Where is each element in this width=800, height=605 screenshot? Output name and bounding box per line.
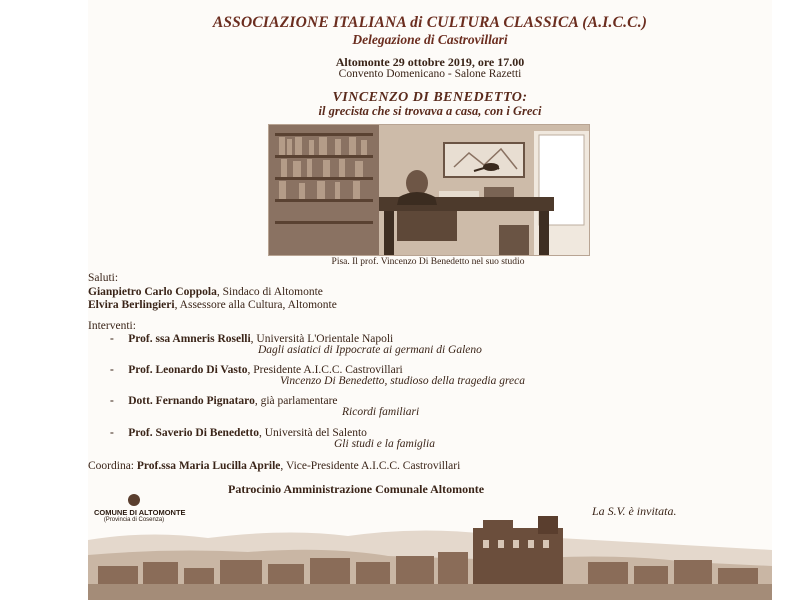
study-photo: [268, 124, 590, 256]
delegation-subtitle: Delegazione di Castrovillari: [352, 32, 508, 47]
talk-bullet: -: [110, 364, 114, 376]
event-venue: Convento Domenicano - Salone Razetti: [338, 68, 522, 80]
saluti-name: Elvira Berlingieri: [88, 299, 175, 311]
talk-bullet: -: [110, 395, 114, 407]
saluti-person-2: [88, 299, 337, 311]
association-title: ASSOCIAZIONE ITALIANA di CULTURA CLASSICA (A.I.C.C.): [212, 14, 648, 31]
talk-speaker: Prof. ssa Amneris Roselli: [128, 333, 251, 345]
event-title: VINCENZO DI BENEDETTO:: [332, 90, 528, 105]
talk-affiliation: , Università L'Orientale Napoli: [250, 333, 394, 345]
invitation-note: La S.V. è invitata.: [592, 504, 677, 518]
saluti-role: , Sindaco di Altomonte: [216, 286, 323, 298]
talk-speaker: Dott. Fernando Pignataro: [128, 395, 255, 407]
saluti-role: , Assessore alla Cultura, Altomonte: [174, 299, 337, 311]
talk-topic-3: Ricordi familiari: [342, 406, 420, 418]
talk-speaker: Prof. Saverio Di Benedetto: [128, 427, 259, 439]
saluti-name: Gianpietro Carlo Coppola: [88, 286, 217, 298]
talk-affiliation: , già parlamentare: [254, 395, 338, 407]
talk-speaker: Prof. Leonardo Di Vasto: [128, 364, 248, 376]
photo-caption: Pisa. Il prof. Vincenzo Di Benedetto nel suo studio: [331, 257, 525, 267]
coordina-line: [88, 460, 460, 472]
comune-emblem: [94, 494, 186, 523]
comune-crest-icon: [128, 494, 140, 506]
talk-topic-1: Dagli asiatici di Ippocrate ai germani di Galeno: [258, 344, 482, 356]
saluti-label: Saluti:: [88, 272, 119, 284]
talk-topic-4: Gli studi e la famiglia: [334, 438, 435, 450]
comune-province: (Provincia di Cosenza): [103, 517, 165, 523]
interventi-label: Interventi:: [88, 320, 136, 332]
talk-bullet: -: [110, 333, 114, 345]
talk-bullet: -: [110, 427, 114, 439]
event-subtitle: il grecista che si trovava a casa, con i Greci: [318, 104, 542, 118]
talk-affiliation: , Università del Salento: [258, 427, 367, 439]
saluti-person-1: [88, 286, 323, 298]
coordina-name: Prof.ssa Maria Lucilla Aprile: [136, 460, 281, 472]
coordina-label: Coordina:: [88, 460, 137, 472]
patrocinio: Patrocinio Amministrazione Comunale Altomonte: [228, 482, 485, 496]
invitation-page: [88, 0, 772, 600]
talk-topic-2: Vincenzo Di Benedetto, studioso della tragedia greca: [280, 375, 525, 387]
event-date: Altomonte 29 ottobre 2019, ore 17.00: [335, 55, 525, 69]
talk-affiliation: , Presidente A.I.C.C. Castrovillari: [247, 364, 403, 376]
comune-name: COMUNE DI ALTOMONTE: [94, 508, 186, 517]
talk-4: [110, 427, 367, 439]
study-photo-illustration: [269, 125, 589, 255]
talk-3: [110, 395, 338, 407]
coordina-role: , Vice-Presidente A.I.C.C. Castrovillari: [280, 460, 461, 472]
